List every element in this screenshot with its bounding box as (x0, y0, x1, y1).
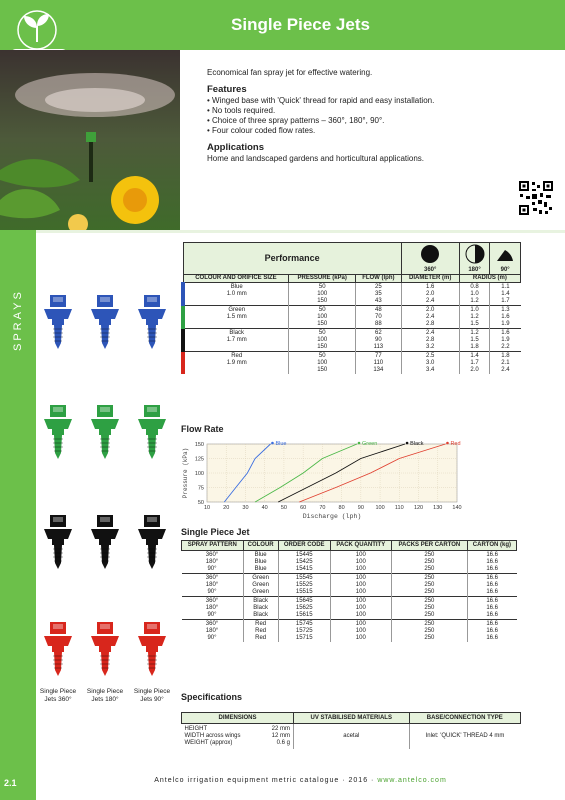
x-tick-label: 90 (357, 505, 364, 511)
performance-cell: 2.8 (401, 321, 459, 329)
flow-rate-chart (181, 438, 471, 524)
dimensions-cell (182, 724, 294, 750)
y-tick-label: 100 (194, 471, 204, 477)
performance-cell: 1.4 (501, 291, 510, 297)
order-table-cell: 250 (391, 566, 467, 574)
features-list (207, 96, 507, 136)
order-table-cell: 100 (330, 574, 391, 583)
x-tick-label: 70 (319, 505, 326, 511)
spray-jet-icon (42, 403, 74, 461)
dimension-label: HEIGHT (184, 726, 208, 732)
order-table-cell: 15545 (278, 574, 330, 583)
performance-cell: 1.0 (459, 306, 490, 315)
performance-cell: 100 (289, 337, 356, 344)
order-table-header: ORDER CODE (278, 541, 330, 551)
order-table-cell: 360° (182, 597, 244, 606)
performance-row (183, 344, 521, 352)
order-table-header: PACK QUANTITY (330, 541, 391, 551)
performance-cell: 25 (356, 283, 402, 292)
leaf-icon (4, 6, 70, 50)
spray-jet-icon (89, 513, 121, 571)
applications-text: Home and landscaped gardens and horticultural applications. (207, 154, 425, 163)
order-table-cell: 250 (391, 620, 467, 629)
performance-cell: 3.4 (401, 367, 459, 374)
colour-cell: Black (183, 329, 289, 338)
order-table-cell: 16.6 (486, 635, 498, 641)
flow-rate-title: Flow Rate (181, 424, 224, 434)
performance-cell: 2.8 (401, 337, 459, 344)
x-tick-label: 110 (394, 505, 404, 511)
performance-cell: 3.2 (401, 344, 459, 352)
order-table-cell: 16.6 (486, 566, 498, 572)
performance-cell: 35 (356, 291, 402, 298)
performance-cell: 1.1 (490, 283, 521, 292)
materials-header: UV STABILISED MATERIALS (294, 713, 410, 724)
x-tick-label: 50 (280, 505, 287, 511)
performance-cell: 43 (356, 298, 402, 306)
order-table-cell: 100 (330, 620, 391, 629)
performance-cell: 50 (289, 283, 356, 292)
performance-row (183, 337, 521, 344)
order-table-header: COLOUR (243, 541, 278, 551)
order-table-row (182, 605, 517, 612)
order-table-cell: 250 (391, 597, 467, 606)
x-tick-label: 20 (223, 505, 230, 511)
performance-cell: 150 (289, 344, 356, 352)
pressure-header: PRESSURE (kPa) (289, 275, 356, 283)
order-table-cell: 90° (182, 635, 244, 642)
order-table-cell: Red (243, 620, 278, 629)
page-title: Single Piece Jets (231, 15, 370, 34)
colour-cell: 1.9 mm (183, 360, 289, 367)
half-circle-pattern-icon (465, 244, 485, 264)
performance-cell: 1.5 (459, 337, 490, 344)
page-number: 2.1 (4, 778, 17, 788)
performance-cell: 90 (356, 337, 402, 344)
performance-row (183, 306, 521, 315)
spray-jet-icon (136, 293, 168, 351)
order-table-cell: 16.6 (467, 597, 516, 606)
spray-jet-icon (42, 620, 74, 678)
pattern-label: 90° (500, 266, 510, 273)
dimension-value: 0.6 g (276, 740, 290, 746)
colour-cell: 1.0 mm (183, 291, 289, 298)
flow-header: FLOW (lph) (356, 275, 402, 283)
performance-cell: 150 (289, 321, 356, 329)
performance-row (183, 314, 521, 321)
product-photo (0, 50, 180, 230)
legend-marker (271, 442, 274, 445)
x-tick-label: 60 (300, 505, 307, 511)
performance-cell: 2.5 (401, 352, 459, 361)
y-axis-label: Pressure (kPa) (182, 447, 189, 499)
order-table-cell: 250 (391, 589, 467, 597)
performance-cell: 1.7 (459, 360, 490, 367)
order-table-cell: 16.6 (486, 582, 498, 588)
performance-row (183, 291, 521, 298)
performance-cell: 1.9 (501, 337, 510, 343)
performance-cell: 1.5 (459, 321, 490, 329)
dimension-label: WEIGHT (approx) (184, 740, 233, 746)
performance-cell: 50 (289, 306, 356, 315)
intro-description: Economical fan spray jet for effective watering. (207, 68, 373, 77)
performance-cell: 100 (289, 314, 356, 321)
x-tick-label: 100 (375, 505, 385, 511)
order-table-row (182, 612, 517, 620)
product-label-360: Single Piece Jets 360° (39, 688, 77, 703)
product-label-90: Single Piece Jets 90° (133, 688, 171, 703)
order-table-cell: 15515 (278, 589, 330, 597)
legend-label: Green (362, 441, 378, 447)
order-table-cell: 250 (391, 605, 467, 612)
legend-marker (406, 442, 409, 445)
performance-cell: 1.2 (459, 314, 490, 321)
feature-item: • Choice of three spray patterns – 360°, 180°, 90°. (207, 116, 507, 126)
order-table-cell: 15615 (278, 612, 330, 620)
applications-heading: Applications (207, 142, 265, 153)
footer-website: www.antelco.com (377, 777, 447, 784)
spray-jet-icon (136, 513, 168, 571)
order-table-row (182, 589, 517, 597)
performance-cell: 2.4 (501, 367, 510, 373)
performance-row (183, 283, 521, 292)
order-table-cell: 180° (182, 605, 244, 612)
order-table-cell: 15745 (278, 620, 330, 629)
order-table-cell: 250 (391, 628, 467, 635)
colour-cell (183, 321, 289, 329)
performance-cell: 1.3 (490, 306, 521, 315)
performance-cell: 100 (289, 360, 356, 367)
x-tick-label: 40 (261, 505, 268, 511)
performance-row (183, 329, 521, 338)
diameter-header: DIAMETER (m) (401, 275, 459, 283)
x-tick-label: 140 (452, 505, 462, 511)
feature-item: • Winged base with 'Quick' thread for rapid and easy installation. (207, 96, 507, 106)
performance-cell: 1.6 (401, 283, 459, 292)
feature-item: • No tools required. (207, 106, 507, 116)
order-table-cell: Red (243, 635, 278, 642)
colour-header: COLOUR AND ORIFICE SIZE (183, 275, 289, 283)
material-cell: acetal (294, 724, 410, 750)
colour-cell: Green (183, 306, 289, 315)
order-table-cell: 15625 (278, 605, 330, 612)
performance-cell: 1.6 (490, 329, 521, 338)
order-table-cell: 250 (391, 635, 467, 642)
product-label-180: Single Piece Jets 180° (86, 688, 124, 703)
order-table-cell: 100 (330, 605, 391, 612)
y-tick-label: 50 (197, 500, 204, 506)
order-table-header: CARTON (kg) (467, 541, 516, 551)
x-tick-label: 10 (203, 505, 211, 511)
order-table-cell: 15445 (278, 551, 330, 560)
order-table-header: SPRAY PATTERN (182, 541, 244, 551)
order-table-cell: 100 (330, 635, 391, 642)
order-table-cell: 16.6 (486, 612, 498, 618)
performance-table (181, 242, 521, 374)
feature-item: • Four colour coded flow rates. (207, 126, 507, 136)
performance-cell: 134 (356, 367, 402, 374)
specifications-title: Specifications (181, 692, 243, 702)
x-tick-label: 130 (433, 505, 443, 511)
connection-cell: Inlet: 'QUICK' THREAD 4 mm (425, 733, 505, 739)
y-tick-label: 125 (194, 456, 204, 463)
colour-cell: 1.5 mm (183, 314, 289, 321)
colour-cell: Blue (183, 283, 289, 292)
performance-row (183, 367, 521, 374)
order-table-row (182, 635, 517, 642)
order-table-cell: 15725 (278, 628, 330, 635)
performance-cell: 50 (289, 352, 356, 361)
order-table-cell: 15415 (278, 566, 330, 574)
x-tick-label: 80 (338, 505, 345, 511)
order-table-cell: 250 (391, 574, 467, 583)
order-table-cell: 100 (330, 582, 391, 589)
specifications-table (181, 712, 521, 749)
colour-cell (183, 367, 289, 374)
connection-header: BASE/CONNECTION TYPE (409, 713, 521, 724)
legend-marker (358, 442, 361, 445)
order-table-cell: 360° (182, 620, 244, 629)
single-piece-jet-title: Single Piece Jet (181, 527, 250, 537)
performance-cell: 150 (289, 298, 356, 306)
performance-cell: 2.4 (401, 329, 459, 338)
order-table-cell: 250 (391, 551, 467, 560)
order-table-cell: 15715 (278, 635, 330, 642)
performance-row (183, 360, 521, 367)
order-table-cell: Green (243, 582, 278, 589)
performance-cell: 50 (289, 329, 356, 338)
order-table-cell: Blue (243, 559, 278, 566)
performance-row (183, 321, 521, 329)
performance-cell: 3.0 (401, 360, 459, 367)
performance-cell: 1.2 (459, 329, 490, 338)
order-table-cell: Green (243, 574, 278, 583)
performance-cell: 1.8 (459, 344, 490, 352)
order-table-row (182, 574, 517, 583)
order-table-cell: 250 (391, 559, 467, 566)
order-table-cell: 180° (182, 628, 244, 635)
performance-cell: 1.9 (501, 321, 510, 327)
colour-cell (183, 344, 289, 352)
order-table-cell: 15425 (278, 559, 330, 566)
order-table-cell: 180° (182, 559, 244, 566)
order-table-cell: 100 (330, 566, 391, 574)
colour-cell: 1.7 mm (183, 337, 289, 344)
divider (36, 230, 565, 233)
order-table-cell: Black (243, 597, 278, 606)
dimension-value: 12 mm (271, 733, 290, 739)
performance-cell: 88 (356, 321, 402, 329)
y-tick-label: 150 (194, 442, 204, 448)
radius-header: RADIUS (m) (459, 275, 520, 283)
order-table-cell: 100 (330, 597, 391, 606)
order-table-cell: 360° (182, 574, 244, 583)
order-table-cell: 90° (182, 612, 244, 620)
spray-jet-icon (136, 620, 168, 678)
order-table-cell: 100 (330, 559, 391, 566)
dimension-row (185, 740, 291, 747)
performance-cell: 1.2 (459, 298, 490, 306)
pattern-90 (490, 243, 521, 275)
order-table-cell: 16.6 (467, 620, 516, 629)
order-table-cell: 16.6 (486, 589, 498, 595)
order-table-cell: 16.6 (486, 628, 498, 634)
order-table-cell: 16.6 (467, 574, 516, 583)
colour-cell: Red (183, 352, 289, 361)
order-table (181, 540, 517, 642)
dimension-row (185, 726, 291, 733)
spray-jet-icon (89, 620, 121, 678)
order-table-cell: 180° (182, 582, 244, 589)
intro-section (207, 68, 507, 164)
order-table-cell: 90° (182, 566, 244, 574)
order-table-header: PACKS PER CARTON (391, 541, 467, 551)
order-table-cell: Blue (243, 551, 278, 560)
dimensions-header: DIMENSIONS (182, 713, 294, 724)
dimension-value: 22 mm (271, 726, 290, 732)
page-header (36, 0, 565, 50)
x-tick-label: 30 (242, 505, 249, 511)
features-heading: Features (207, 84, 247, 95)
y-tick-label: 75 (197, 485, 204, 492)
order-table-cell: 16.6 (467, 551, 516, 560)
order-table-row (182, 566, 517, 574)
order-table-cell: 360° (182, 551, 244, 560)
performance-cell: 2.0 (401, 306, 459, 315)
order-table-cell: 250 (391, 582, 467, 589)
order-table-row (182, 559, 517, 566)
section-label: SPRAYS (12, 289, 24, 351)
x-axis-label: Discharge (lph) (302, 513, 362, 520)
performance-cell: 77 (356, 352, 402, 361)
order-table-cell: Green (243, 589, 278, 597)
order-table-cell: 100 (330, 589, 391, 597)
spray-jet-icon (42, 513, 74, 571)
legend-label: Red (450, 441, 461, 447)
order-table-cell: 100 (330, 551, 391, 560)
qr-code-icon (518, 180, 554, 216)
performance-cell: 0.8 (459, 283, 490, 292)
order-table-cell: Red (243, 628, 278, 635)
order-table-cell: 90° (182, 589, 244, 597)
pattern-label: 180° (468, 266, 481, 273)
order-table-cell: 15645 (278, 597, 330, 606)
spray-jet-icon (136, 403, 168, 461)
x-tick-label: 120 (413, 505, 424, 511)
order-table-row (182, 551, 517, 560)
performance-row (183, 298, 521, 306)
circle-pattern-icon (420, 244, 440, 264)
performance-cell: 150 (289, 367, 356, 374)
order-table-cell: Blue (243, 566, 278, 574)
performance-cell: 48 (356, 306, 402, 315)
performance-cell: 70 (356, 314, 402, 321)
order-table-row (182, 620, 517, 629)
performance-cell: 1.6 (501, 314, 510, 320)
dimension-row (185, 733, 291, 740)
spray-jet-icon (89, 403, 121, 461)
spray-jet-icon (89, 293, 121, 351)
pattern-label: 360° (424, 266, 437, 273)
order-table-cell: Black (243, 605, 278, 612)
colour-cell (183, 298, 289, 306)
spray-jet-icon (42, 293, 74, 351)
footer (36, 777, 565, 784)
order-table-row (182, 628, 517, 635)
order-table-row (182, 582, 517, 589)
footer-text: Antelco irrigation equipment metric catalogue · 2016 · (154, 777, 378, 784)
performance-cell: 2.1 (501, 360, 510, 366)
performance-cell: 113 (356, 344, 402, 352)
performance-cell: 62 (356, 329, 402, 338)
performance-cell: 1.7 (501, 298, 510, 304)
order-table-cell: 250 (391, 612, 467, 620)
order-table-cell: 16.6 (486, 559, 498, 565)
pattern-360 (401, 243, 459, 275)
performance-cell: 1.8 (490, 352, 521, 361)
performance-cell: 2.0 (459, 367, 490, 374)
performance-cell: 100 (289, 291, 356, 298)
performance-cell: 1.0 (459, 291, 490, 298)
order-table-cell: Black (243, 612, 278, 620)
performance-cell: 2.4 (401, 314, 459, 321)
quarter-circle-pattern-icon (495, 244, 515, 264)
legend-marker (446, 442, 449, 445)
performance-cell: 1.4 (459, 352, 490, 361)
performance-cell: 2.4 (401, 298, 459, 306)
order-table-cell: 16.6 (486, 605, 498, 611)
order-table-cell: 100 (330, 628, 391, 635)
performance-cell: 110 (356, 360, 402, 367)
order-table-cell: 15525 (278, 582, 330, 589)
order-table-cell: 100 (330, 612, 391, 620)
dimension-label: WIDTH across wings (184, 733, 241, 739)
legend-label: Black (410, 441, 424, 447)
performance-title: Performance (183, 243, 401, 275)
performance-row (183, 352, 521, 361)
order-table-row (182, 597, 517, 606)
performance-cell: 2.0 (401, 291, 459, 298)
performance-cell: 2.2 (501, 344, 510, 350)
legend-label: Blue (275, 441, 287, 447)
pattern-180 (459, 243, 490, 275)
